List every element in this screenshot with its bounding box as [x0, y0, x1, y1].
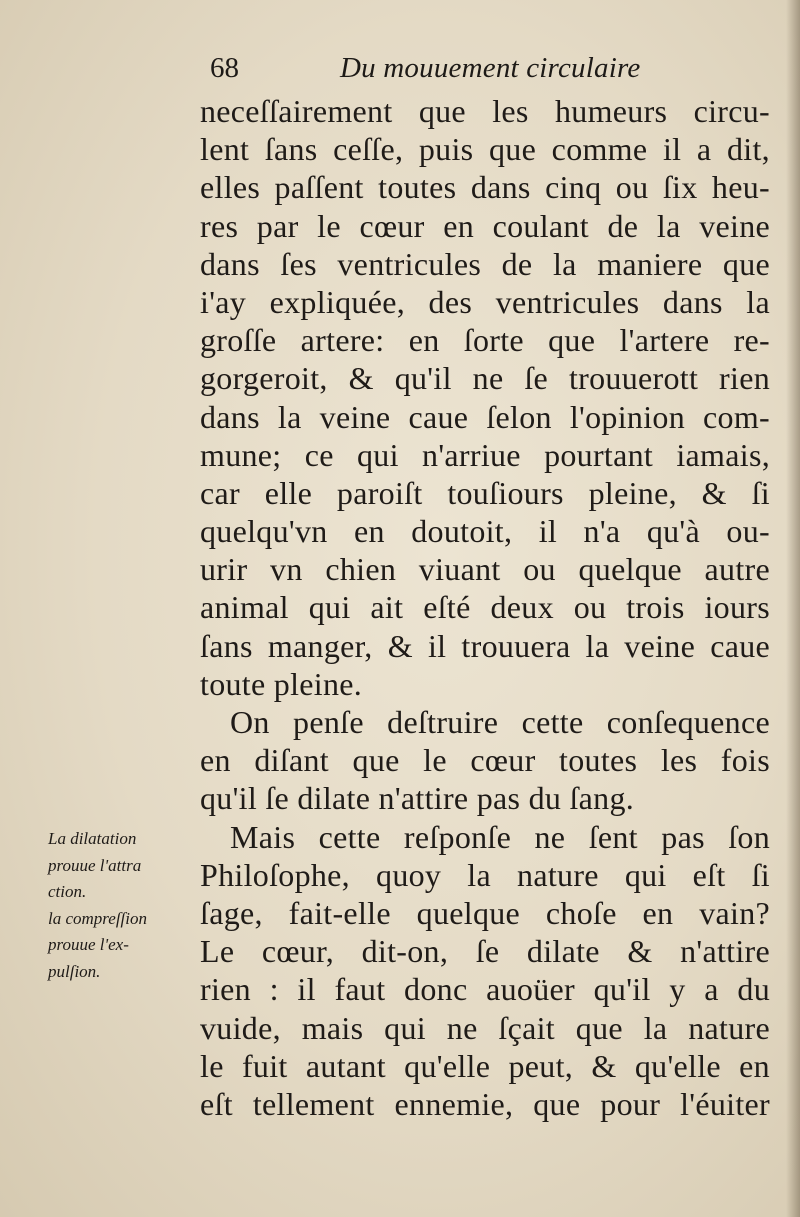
margin-note-line: pulſion.	[48, 961, 101, 981]
text-line: lent ſans ceſſe, puis que comme il a dit,	[200, 131, 770, 168]
text-line: dans ſes ventricules de la maniere que	[200, 245, 770, 282]
text-line: Mais cette reſponſe ne ſent pas ſon	[230, 818, 770, 855]
body-text	[200, 92, 770, 1123]
running-header	[210, 52, 770, 94]
text-line: mune; ce qui n'arriue pourtant iamais,	[200, 436, 770, 473]
margin-note-line: la compreſſion	[48, 908, 147, 928]
text-line: rien : il faut donc auoüer qu'il y a du	[200, 971, 770, 1008]
text-line: eſt tellement ennemie, que pour l'éuiter	[200, 1085, 770, 1122]
text-line: toute pleine.	[200, 665, 363, 702]
text-line: quelqu'vn en doutoit, il n'a qu'à ou-	[200, 513, 770, 550]
text-line: elles paſſent toutes dans cinq ou ſix heu-	[200, 169, 770, 206]
running-title: Du mouuement circulaire	[340, 52, 641, 84]
text-line: neceſſairement que les humeurs circu-	[200, 93, 770, 129]
text-line: urir vn chien viuant ou quelque autre	[200, 551, 770, 588]
text-line: vuide, mais qui ne ſçait que la nature	[200, 1009, 770, 1046]
margin-note-line: La dilatation	[48, 829, 137, 848]
page-edge-shadow	[786, 0, 800, 1217]
text-line: groſſe artere: en ſorte que l'artere re-	[200, 322, 770, 359]
text-line: ſage, fait-elle quelque choſe en vain?	[200, 894, 770, 931]
text-line: qu'il ſe dilate n'attire pas du ſang.	[200, 780, 635, 817]
text-line: ſans manger, & il trouuera la veine caue	[200, 627, 770, 664]
text-line: en diſant que le cœur toutes les fois	[200, 742, 770, 779]
text-line: On penſe deſtruire cette conſequence	[230, 704, 770, 740]
text-line: le fuit autant qu'elle peut, & qu'elle en	[200, 1047, 770, 1084]
margin-note-line: prouue l'attra	[48, 855, 142, 875]
text-line: i'ay expliquée, des ventricules dans la	[200, 283, 770, 320]
text-line: res par le cœur en coulant de la veine	[200, 207, 770, 244]
text-line: Philoſophe, quoy la nature qui eſt ſi	[200, 856, 770, 893]
text-line: dans la veine caue ſelon l'opinion com-	[200, 398, 770, 435]
text-line: car elle paroiſt touſiours pleine, & ſi	[200, 474, 770, 511]
page-number: 68	[210, 52, 239, 84]
margin-notes	[48, 826, 188, 985]
margin-note-line: prouue l'ex-	[48, 935, 129, 954]
text-line: gorgeroit, & qu'il ne ſe trouuerott rien	[200, 360, 770, 397]
margin-note-line: ction.	[48, 882, 87, 901]
text-line: animal qui ait eſté deux ou trois iours	[200, 589, 770, 626]
text-line: Le cœur, dit-on, ſe dilate & n'attire	[200, 933, 770, 970]
